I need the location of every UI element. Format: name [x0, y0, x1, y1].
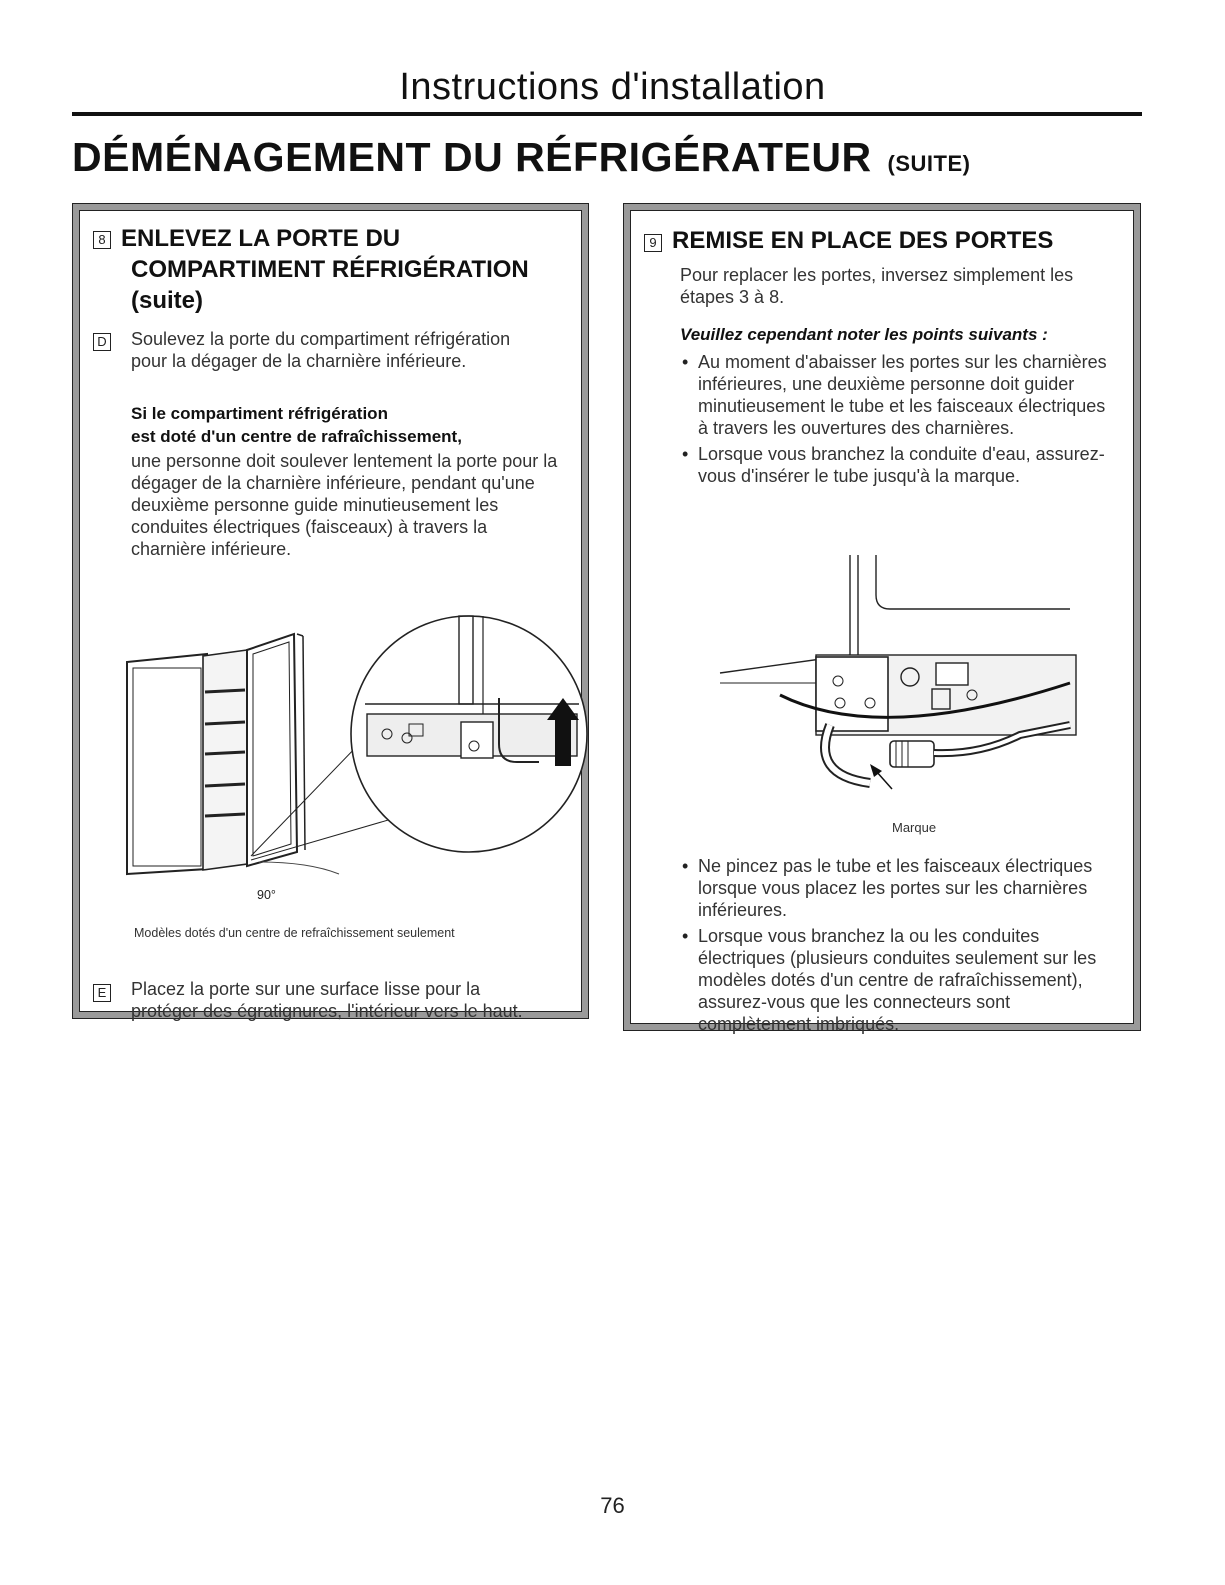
bullet-item: • Au moment d'abaisser les portes sur les charnières inférieures, une deuxième personne doit guider minutieusement le tube et les faisceaux électriques à travers les ouvertures des charnières. [680, 351, 1120, 439]
step-8-panel [72, 203, 589, 1019]
substep-d-bold-line1: Si le compartiment réfrigération [131, 404, 388, 423]
page-number: 76 [600, 1493, 625, 1518]
substep-d-text: Soulevez la porte du compartiment réfrigération pour la dégager de la charnière inférieure. [131, 329, 511, 371]
substep-d-bold-note [131, 402, 571, 448]
substep-d-continued: une personne doit soulever lentement la porte pour la dégager de la charnière inférieure, pendant qu'une deuxième personne guide minutieusement les conduites électriques (faisceaux) à travers la charnière inférieure. [131, 451, 558, 559]
step-8-heading [121, 223, 581, 316]
step-8-heading-line3: (suite) [131, 287, 203, 314]
section-main-title-suffix: (SUITE) [887, 151, 971, 176]
document-header-title: Instructions d'installation [399, 66, 826, 108]
figure-caption-left: Modèles dotés d'un centre de refraîchissement seulement [134, 926, 455, 940]
step-9-note-heading: Veuillez cependant noter les points suivants : [680, 325, 1048, 344]
step-8-heading-line1: ENLEVEZ LA PORTE DU [121, 225, 401, 252]
header-rule [72, 112, 1142, 116]
bullet-item: • Ne pincez pas le tube et les faisceaux électriques lorsque vous placez les portes sur les charnières inférieures. [680, 855, 1120, 921]
substep-d-box: D [93, 333, 111, 351]
step-number-8-box: 8 [93, 231, 111, 249]
step-number-9-box: 9 [644, 234, 662, 252]
step-9-bullets-top [680, 351, 1120, 491]
door-removal-illustration [119, 594, 589, 914]
step-9-heading: REMISE EN PLACE DES PORTES [672, 227, 1054, 254]
section-main-title-text: DÉMÉNAGEMENT DU RÉFRIGÉRATEUR [72, 134, 872, 180]
step-9-panel [623, 203, 1141, 1034]
figure-label-marque: Marque [892, 820, 937, 835]
bullet-item: • Lorsque vous branchez la conduite d'eau, assurez-vous d'insérer le tube jusqu'à la marque. [680, 443, 1120, 487]
step-9-intro: Pour replacer les portes, inversez simplement les étapes 3 à 8. [680, 265, 1074, 307]
substep-e-text: Placez la porte sur une surface lisse pour la protéger des égratignures, l'intérieur vers le haut. [131, 979, 523, 1021]
section-main-title [72, 134, 970, 181]
substep-d-bold-line2: est doté d'un centre de rafraîchissement, [131, 427, 462, 446]
step-8-heading-line2: COMPARTIMENT RÉFRIGÉRATION [131, 256, 529, 283]
angle-label: 90° [257, 888, 276, 902]
bullet-item: • Lorsque vous branchez la ou les conduites électriques (plusieurs conduites seulement sur les modèles dotés d'un centre de rafraîchissement), assurez-vous que les connecteurs sont complètement imbriqués. [680, 925, 1120, 1035]
step-9-bullets-bottom [680, 855, 1120, 1039]
water-line-illustration [720, 555, 1080, 795]
substep-e-box: E [93, 984, 111, 1002]
